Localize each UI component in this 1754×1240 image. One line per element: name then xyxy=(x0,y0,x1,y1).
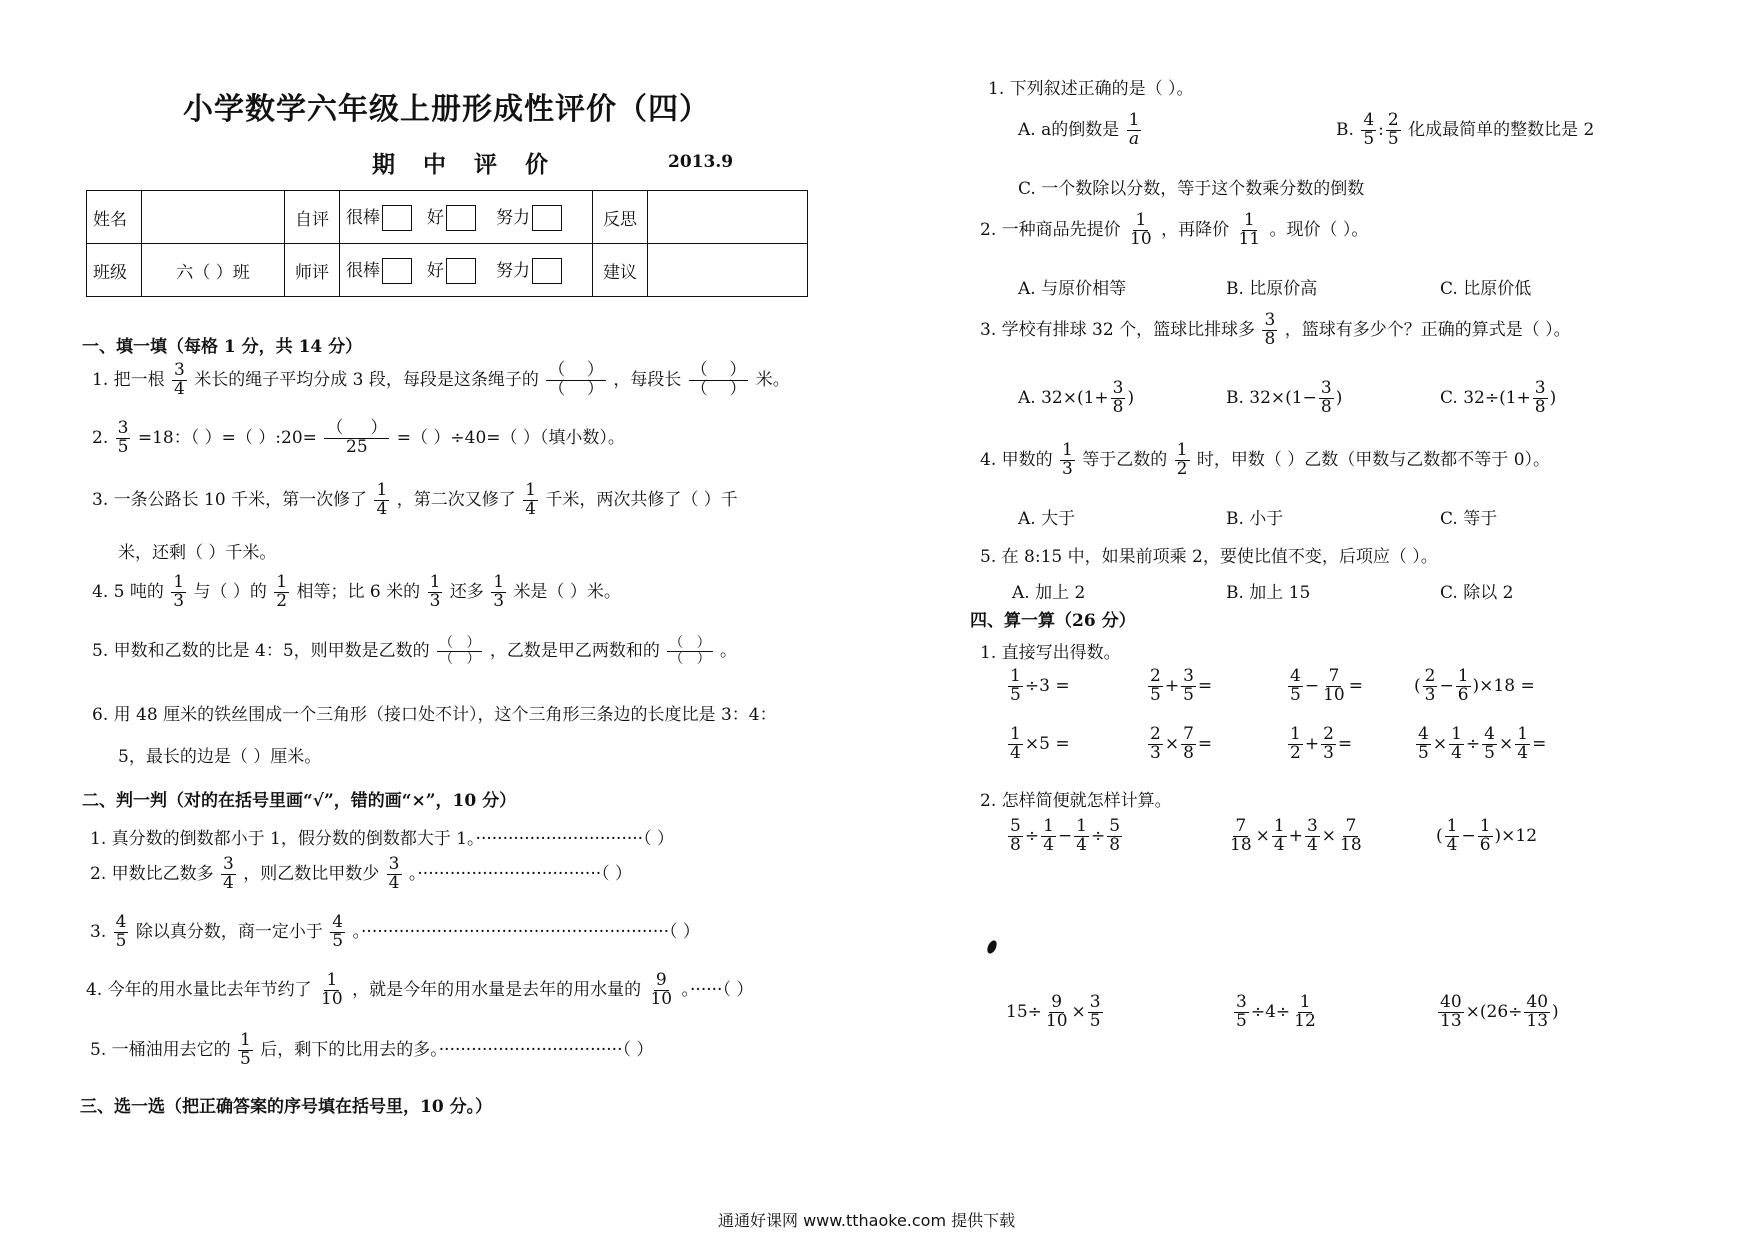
answer-fraction-blank[interactable]: $\frac{( )}{( )}$ xyxy=(669,635,711,667)
calc-expression: $\frac{4}{5}$ − $\frac{7}{10}$ = xyxy=(1290,666,1363,705)
fraction: $\frac{9}{10}$ xyxy=(650,970,673,1009)
calc-expression: $\frac{1}{5}$ ÷3 = xyxy=(1010,666,1070,705)
calc-expression: $\frac{1}{4}$ ×5 = xyxy=(1010,724,1070,763)
class-label: 班级 xyxy=(87,244,142,297)
name-label: 姓名 xyxy=(87,191,142,244)
answer-fraction-blank[interactable]: $\frac{( )}{( )}$ xyxy=(690,360,747,399)
calc-expression: $\frac{2}{5}$ + $\frac{3}{5}$ = xyxy=(1150,666,1213,705)
class-field[interactable]: 六（ ）班 xyxy=(142,244,285,297)
fraction: $\frac{3}{4}$ xyxy=(388,854,400,893)
checkbox[interactable] xyxy=(446,205,476,231)
checkbox[interactable] xyxy=(382,258,412,284)
effort-label: 努力 xyxy=(496,207,531,228)
s3-q2-option-c[interactable]: C. 比原价低 xyxy=(1440,279,1532,299)
table-row xyxy=(87,191,808,244)
s1-question-6-cont: 5，最长的边是（ ）厘米。 xyxy=(118,747,322,767)
s1-question-2: 2. $\frac{3}{5}$ =18：（ ）=（ ）:20= $\frac{( )}{25}$ =（ ）÷40=（ ）（填小数）。 xyxy=(92,418,625,457)
fraction: $\frac{1}{5}$ xyxy=(240,1030,251,1069)
fraction: $\frac{1}{4}$ xyxy=(376,480,388,519)
checkbox[interactable] xyxy=(532,205,562,231)
s3-q4-option-a[interactable]: A. 大于 xyxy=(1018,509,1076,529)
fraction: $\frac{1}{3}$ xyxy=(1062,440,1073,479)
s2-question-4: 4. 今年的用水量比去年节约了 $\frac{1}{10}$ ，就是今年的用水量是去年的用水量的 $\frac{9}{10}$ 。······（ ） xyxy=(86,970,754,1009)
answer-fraction-blank[interactable]: $\frac{( )}{( )}$ xyxy=(439,635,481,667)
teacher-eval-label: 师评 xyxy=(285,244,340,297)
self-eval-label: 自评 xyxy=(285,191,340,244)
s3-q2-option-b[interactable]: B. 比原价高 xyxy=(1226,279,1318,299)
fraction: $\frac{1}{11}$ xyxy=(1238,210,1261,249)
s3-question-2: 2. 一种商品先提价 $\frac{1}{10}$ ，再降价 $\frac{1}{11}$ 。现价（ ）。 xyxy=(980,210,1369,249)
fraction: $\frac{1}{10}$ xyxy=(321,970,343,1009)
reflection-label: 反思 xyxy=(593,191,648,244)
calc-expression: ( $\frac{1}{4}$ − $\frac{1}{6}$ )×12 xyxy=(1436,816,1538,855)
s2-question-3: 3. $\frac{4}{5}$ 除以真分数，商一定小于 $\frac{4}{5}$ 。·························································（ ） xyxy=(90,912,700,951)
self-eval-options xyxy=(340,191,593,244)
s3-question-1: 1. 下列叙述正确的是（ ）。 xyxy=(988,79,1194,99)
s1-question-6: 6. 用 48 厘米的铁丝围成一个三角形（接口处不计），这个三角形三条边的长度比是 3：4： xyxy=(92,705,777,725)
fraction: $\frac{3}{5}$ xyxy=(117,418,129,457)
section-2-heading: 二、判一判（对的在括号里画“√”，错的画“×”，10 分） xyxy=(82,791,517,811)
calc-expression: $\frac{7}{18}$ × $\frac{1}{4}$ + $\frac{3}{4}$ × $\frac{7}{18}$ xyxy=(1230,816,1362,855)
s1-question-1: 1. 把一根 $\frac{3}{4}$ 米长的绳子平均分成 3 段，每段是这条绳子的 $\frac{( )}{( )}$ ，每段长 $\frac{( )}{( )}$ 米。 xyxy=(92,360,790,399)
checkbox[interactable] xyxy=(532,258,562,284)
s3-question-3: 3. 学校有排球 32 个，篮球比排球多 $\frac{3}{8}$ ，篮球有多少个？正确的算式是（ ）。 xyxy=(980,310,1571,349)
s4-subheading-2: 2. 怎样简便就怎样计算。 xyxy=(980,791,1172,811)
fraction: $\frac{3}{8}$ xyxy=(1534,378,1546,417)
fraction: $\frac{1}{3}$ xyxy=(173,572,185,611)
scan-mark xyxy=(985,939,998,955)
fraction: $\frac{1}{2}$ xyxy=(276,572,288,611)
s3-q1-option-a[interactable]: A. a的倒数是 $\frac{1}{a}$ xyxy=(1018,110,1140,149)
fraction: $\frac{3}{4}$ xyxy=(223,854,234,893)
effort-label: 努力 xyxy=(496,260,531,281)
s3-q4-option-b[interactable]: B. 小于 xyxy=(1226,509,1284,529)
fraction: $\frac{3}{8}$ xyxy=(1112,378,1124,417)
section-1-heading: 一、填一填（每格 1 分，共 14 分） xyxy=(82,337,363,357)
footer-credit: 通通好课网 www.tthaoke.com 提供下载 xyxy=(718,1211,1016,1230)
answer-fraction-blank[interactable]: $\frac{( )}{( )}$ xyxy=(548,360,604,399)
s3-q3-option-b[interactable]: B. 32×(1− $\frac{3}{8}$ ) xyxy=(1226,378,1343,417)
fraction: $\frac{3}{8}$ xyxy=(1264,310,1276,349)
s4-subheading-1: 1. 直接写出得数。 xyxy=(980,643,1121,663)
s3-q1-option-c[interactable]: C. 一个数除以分数，等于这个数乘分数的倒数 xyxy=(1018,179,1365,199)
page-title: 小学数学六年级上册形成性评价（四） xyxy=(183,92,710,127)
student-info-table xyxy=(86,190,808,297)
checkbox[interactable] xyxy=(446,258,476,284)
calc-expression: $\frac{40}{13}$ ×(26÷ $\frac{40}{13}$ ) xyxy=(1440,992,1559,1031)
s2-question-1: 1. 真分数的倒数都小于 1，假分数的倒数都大于 1。·······························（ ） xyxy=(90,829,674,849)
fraction: $\frac{1}{3}$ xyxy=(493,572,505,611)
s3-q5-option-b[interactable]: B. 加上 15 xyxy=(1226,583,1311,603)
teacher-eval-options xyxy=(340,244,593,297)
s3-question-5: 5. 在 8:15 中，如果前项乘 2，要使比值不变，后项应（ ）。 xyxy=(980,547,1438,567)
s3-q3-option-a[interactable]: A. 32×(1+ $\frac{3}{8}$ ) xyxy=(1018,378,1135,417)
s3-q2-option-a[interactable]: A. 与原价相等 xyxy=(1018,279,1127,299)
s1-question-3: 3. 一条公路长 10 千米，第一次修了 $\frac{1}{4}$ ，第二次又修了 $\frac{1}{4}$ 千米，两次共修了（ ）千 xyxy=(92,480,738,519)
table-row xyxy=(87,244,808,297)
fraction: $\frac{1}{2}$ xyxy=(1176,440,1188,479)
fraction: $\frac{1}{3}$ xyxy=(429,572,441,611)
suggestion-field[interactable] xyxy=(648,244,808,297)
calc-expression: $\frac{4}{5}$ × $\frac{1}{4}$ ÷ $\frac{4}{5}$ × $\frac{1}{4}$ = xyxy=(1418,724,1547,763)
fraction: $\frac{1}{10}$ xyxy=(1130,210,1152,249)
good-label: 好 xyxy=(426,260,444,281)
s1-question-3-cont: 米，还剩（ ）千米。 xyxy=(118,543,277,563)
calc-expression: $\frac{1}{2}$ + $\frac{2}{3}$ = xyxy=(1290,724,1353,763)
fraction: $\frac{3}{4}$ xyxy=(174,360,185,399)
fraction: $\frac{4}{5}$ xyxy=(1363,110,1375,149)
s3-q5-option-c[interactable]: C. 除以 2 xyxy=(1440,583,1514,603)
fraction: $\frac{4}{5}$ xyxy=(115,912,127,951)
calc-expression: $\frac{3}{5}$ ÷4÷ $\frac{1}{12}$ xyxy=(1236,992,1316,1031)
calc-expression: $\frac{5}{8}$ ÷ $\frac{1}{4}$ − $\frac{1}{4}$ ÷ $\frac{5}{8}$ xyxy=(1010,816,1121,855)
section-3-heading: 三、选一选（把正确答案的序号填在括号里，10 分。） xyxy=(80,1097,493,1117)
checkbox[interactable] xyxy=(382,205,412,231)
s2-question-2: 2. 甲数比乙数多 $\frac{3}{4}$ ，则乙数比甲数少 $\frac{3}{4}$ 。··································（ ） xyxy=(90,854,633,893)
very-good-label: 很棒 xyxy=(346,260,380,281)
s2-question-5: 5. 一桶油用去它的 $\frac{1}{5}$ 后，剩下的比用去的多。··································（ ） xyxy=(90,1030,654,1069)
answer-fraction-blank[interactable]: $\frac{( )}{25}$ xyxy=(326,418,388,457)
exam-date: 2013.9 xyxy=(668,152,734,172)
very-good-label: 很棒 xyxy=(346,207,380,228)
fraction: $\frac{3}{8}$ xyxy=(1320,378,1332,417)
s3-q3-option-c[interactable]: C. 32÷(1+ $\frac{3}{8}$ ) xyxy=(1440,378,1557,417)
fraction: $\frac{1}{a}$ xyxy=(1128,110,1140,149)
s3-q4-option-c[interactable]: C. 等于 xyxy=(1440,509,1498,529)
calc-expression: $\frac{2}{3}$ × $\frac{7}{8}$ = xyxy=(1150,724,1213,763)
calc-expression: 15÷ $\frac{9}{10}$ × $\frac{3}{5}$ xyxy=(1006,992,1101,1031)
s3-q5-option-a[interactable]: A. 加上 2 xyxy=(1012,583,1086,603)
section-4-heading: 四、算一算（26 分） xyxy=(970,611,1136,631)
reflection-field[interactable] xyxy=(648,191,808,244)
s3-question-4: 4. 甲数的 $\frac{1}{3}$ 等于乙数的 $\frac{1}{2}$ 时，甲数（ ）乙数（甲数与乙数都不等于 0）。 xyxy=(980,440,1551,479)
s1-question-5: 5. 甲数和乙数的比是 4：5，则甲数是乙数的 $\frac{( )}{( )}$ ，乙数是甲乙两数和的 $\frac{( )}{( )}$ 。 xyxy=(92,635,738,667)
suggestion-label: 建议 xyxy=(593,244,648,297)
fraction: $\frac{1}{4}$ xyxy=(525,480,536,519)
name-field[interactable] xyxy=(142,191,285,244)
fraction: $\frac{4}{5}$ xyxy=(332,912,344,951)
page-subtitle: 期 中 评 价 xyxy=(372,151,559,178)
s3-q1-option-b[interactable]: B. $\frac{4}{5}$ : $\frac{2}{5}$ 化成最简单的整数比是 2 xyxy=(1336,110,1595,149)
good-label: 好 xyxy=(426,207,444,228)
fraction: $\frac{2}{5}$ xyxy=(1387,110,1399,149)
s1-question-4: 4. 5 吨的 $\frac{1}{3}$ 与（ ）的 $\frac{1}{2}$ 相等；比 6 米的 $\frac{1}{3}$ 还多 $\frac{1}{3}$ 米是（ ）米。 xyxy=(92,572,621,611)
calc-expression: ( $\frac{2}{3}$ − $\frac{1}{6}$ )×18 = xyxy=(1414,666,1535,705)
